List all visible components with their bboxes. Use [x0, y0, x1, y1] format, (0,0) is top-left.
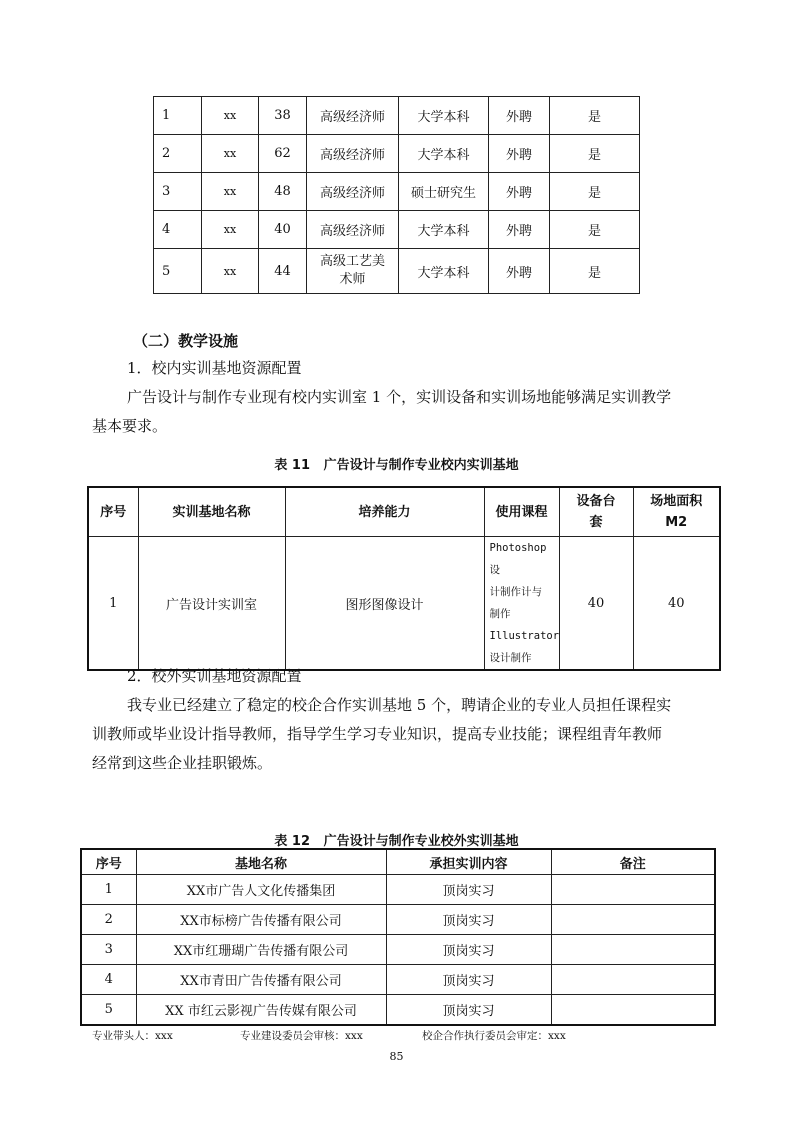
- note: [551, 875, 715, 905]
- staff-education: 大学本科: [399, 97, 489, 135]
- row-number: 3: [154, 173, 202, 211]
- table-row: [81, 965, 715, 995]
- table-header-row: [88, 487, 720, 537]
- course-line: 计制作计与: [489, 586, 542, 598]
- col-header-no: 序号: [88, 487, 138, 537]
- page-number: 85: [389, 1050, 404, 1063]
- table-row: [81, 935, 715, 965]
- training-content: 顶岗实习: [386, 935, 551, 965]
- paragraph-line: 基本要求。: [92, 417, 168, 435]
- course-line: 制作: [489, 608, 511, 620]
- row-number: 2: [81, 905, 136, 935]
- staff-flag: 是: [550, 211, 640, 249]
- note: [551, 995, 715, 1026]
- paragraph-line: 广告设计与制作专业现有校内实训室 1 个，实训设备和实训场地能够满足实训教学: [127, 388, 672, 406]
- base-name: XX市广告人文化传播集团: [136, 875, 386, 905]
- base-name: XX市标榜广告传播有限公司: [136, 905, 386, 935]
- table-caption: 表 11 广告设计与制作专业校内实训基地: [274, 458, 519, 473]
- header-line: 设备台: [576, 494, 616, 509]
- note: [551, 965, 715, 995]
- table-row: [154, 173, 640, 211]
- table-row: [81, 995, 715, 1026]
- col-header-no: 序号: [81, 849, 136, 875]
- header-line: 场地面积: [650, 494, 703, 509]
- col-header-equipment: [559, 487, 633, 537]
- row-number: 4: [154, 211, 202, 249]
- note: [551, 935, 715, 965]
- staff-name: xx: [202, 173, 259, 211]
- subsection-heading: 2．校外实训基地资源配置: [127, 667, 302, 685]
- internal-training-table: [87, 486, 721, 671]
- row-number: 5: [81, 995, 136, 1026]
- equipment-count: 40: [559, 537, 633, 671]
- staff-education: 大学本科: [399, 249, 489, 294]
- row-number: 3: [81, 935, 136, 965]
- staff-title: 高级经济师: [307, 135, 399, 173]
- col-header-ability: 培养能力: [285, 487, 484, 537]
- staff-title: 高级经济师: [307, 173, 399, 211]
- table-caption: 表 12 广告设计与制作专业校外实训基地: [274, 834, 519, 849]
- course-line: 设计制作: [489, 652, 532, 664]
- staff-title: 高级经济师: [307, 97, 399, 135]
- footer-committee: 专业建设委员会审核：xxx: [240, 1030, 363, 1042]
- staff-type: 外聘: [489, 249, 550, 294]
- table-row: [88, 537, 720, 671]
- staff-title: [307, 249, 399, 294]
- area-value: 40: [633, 537, 720, 671]
- row-number: 1: [154, 97, 202, 135]
- staff-type: 外聘: [489, 211, 550, 249]
- row-number: 4: [81, 965, 136, 995]
- base-name: XX市青田广告传播有限公司: [136, 965, 386, 995]
- ability: 图形图像设计: [285, 537, 484, 671]
- training-content: 顶岗实习: [386, 965, 551, 995]
- table-row: [154, 211, 640, 249]
- staff-title-line: 高级工艺美: [319, 254, 385, 269]
- row-number: 1: [81, 875, 136, 905]
- staff-name: xx: [202, 249, 259, 294]
- staff-type: 外聘: [489, 173, 550, 211]
- staff-type: 外聘: [489, 135, 550, 173]
- staff-age: 40: [259, 211, 307, 249]
- base-name: XX 市红云影视广告传媒有限公司: [136, 995, 386, 1026]
- paragraph-line: 训教师或毕业设计指导教师，指导学生学习专业知识，提高专业技能；课程组青年教师: [92, 725, 663, 743]
- table-row: [154, 249, 640, 294]
- training-content: 顶岗实习: [386, 905, 551, 935]
- section-heading: （二）教学设施: [133, 332, 239, 350]
- external-training-table: [80, 848, 716, 1026]
- staff-age: 44: [259, 249, 307, 294]
- training-content: 顶岗实习: [386, 875, 551, 905]
- course-line: Photoshop 设: [489, 542, 547, 576]
- staff-flag: 是: [550, 173, 640, 211]
- col-header-name: 实训基地名称: [138, 487, 285, 537]
- table-row: [81, 875, 715, 905]
- col-header-content: 承担实训内容: [386, 849, 551, 875]
- col-header-name: 基地名称: [136, 849, 386, 875]
- table-row: [154, 135, 640, 173]
- staff-name: xx: [202, 211, 259, 249]
- staff-flag: 是: [550, 135, 640, 173]
- staff-education: 大学本科: [399, 135, 489, 173]
- training-content: 顶岗实习: [386, 995, 551, 1026]
- course-list: [484, 537, 559, 671]
- staff-education: 大学本科: [399, 211, 489, 249]
- footer-lead: 专业带头人：xxx: [92, 1030, 173, 1042]
- base-name: XX市红珊瑚广告传播有限公司: [136, 935, 386, 965]
- paragraph-line: 我专业已经建立了稳定的校企合作实训基地 5 个，聘请企业的专业人员担任课程实: [127, 696, 672, 714]
- staff-flag: 是: [550, 249, 640, 294]
- staff-age: 62: [259, 135, 307, 173]
- staff-flag: 是: [550, 97, 640, 135]
- header-line: M2: [665, 515, 688, 530]
- row-number: 1: [88, 537, 138, 671]
- footer-coop: 校企合作执行委员会审定：xxx: [422, 1030, 566, 1042]
- staff-age: 48: [259, 173, 307, 211]
- course-line: Illustrator: [489, 630, 560, 642]
- subsection-heading: 1．校内实训基地资源配置: [127, 359, 302, 377]
- staff-type: 外聘: [489, 97, 550, 135]
- staff-table: [153, 96, 640, 294]
- paragraph-line: 经常到这些企业挂职锻炼。: [92, 754, 273, 772]
- col-header-course: 使用课程: [484, 487, 559, 537]
- col-header-note: 备注: [551, 849, 715, 875]
- note: [551, 905, 715, 935]
- base-name: 广告设计实训室: [138, 537, 285, 671]
- staff-education: 硕士研究生: [399, 173, 489, 211]
- row-number: 2: [154, 135, 202, 173]
- row-number: 5: [154, 249, 202, 294]
- table-row: [154, 97, 640, 135]
- staff-name: xx: [202, 135, 259, 173]
- table-header-row: [81, 849, 715, 875]
- staff-age: 38: [259, 97, 307, 135]
- staff-name: xx: [202, 97, 259, 135]
- staff-title-line: 术师: [339, 272, 366, 287]
- col-header-area: [633, 487, 720, 537]
- header-line: 套: [589, 515, 603, 530]
- staff-title: 高级经济师: [307, 211, 399, 249]
- table-row: [81, 905, 715, 935]
